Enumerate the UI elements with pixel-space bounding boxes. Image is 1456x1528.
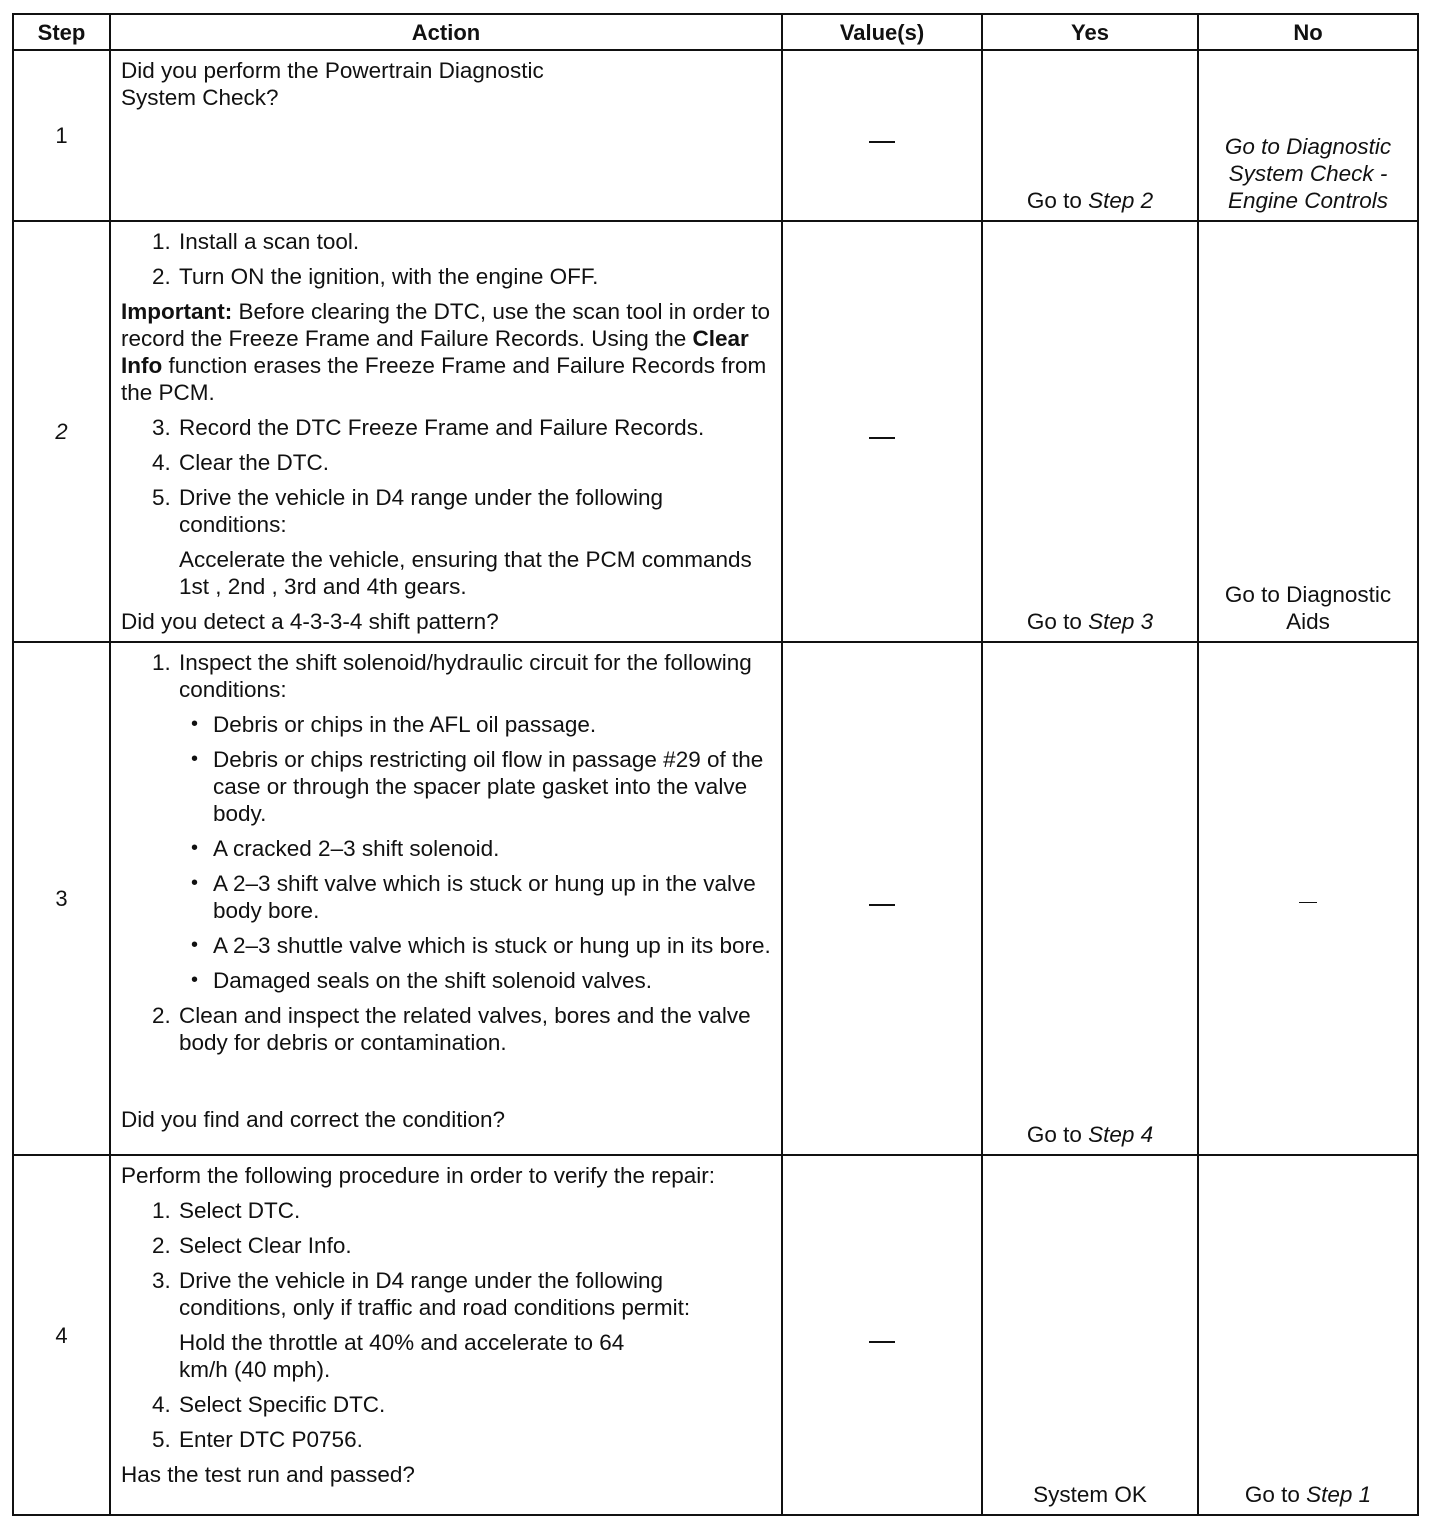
- no-link[interactable]: Go to Diagnostic System Check - Engine Controls: [1224, 134, 1392, 213]
- value-dash: [869, 437, 895, 439]
- bullet-item: • A 2–3 shift valve which is stuck or hung up in the valve body bore.: [213, 870, 775, 924]
- step-number: 2: [55, 419, 68, 444]
- action-steps: [121, 649, 775, 1056]
- header-values: Value(s): [782, 14, 982, 50]
- action-question: Did you detect a 4-3-3-4 shift pattern?: [121, 609, 499, 634]
- yes-cell: [982, 642, 1198, 1155]
- table-row-step-1: [13, 50, 1418, 221]
- list-item-text: Drive the vehicle in D4 range under the following conditions, only if traffic and road conditions permit:: [179, 1268, 691, 1320]
- yes-cell: [982, 1155, 1198, 1515]
- yes-prefix: Go to: [1026, 609, 1082, 634]
- value-dash: [869, 141, 895, 143]
- important-label: Important:: [121, 299, 233, 324]
- action-steps: [121, 228, 775, 290]
- value-cell: [782, 1155, 982, 1515]
- list-item: 2. Turn ON the ignition, with the engine OFF.: [177, 263, 775, 290]
- important-text-2: function erases the Freeze Frame and Failure Records from the PCM.: [121, 353, 767, 405]
- list-item: [177, 649, 775, 994]
- yes-prefix: Go to: [1026, 1122, 1082, 1147]
- step-number-cell: [13, 642, 110, 1155]
- action-steps: [121, 1197, 775, 1453]
- important-bold: Clear Info: [121, 326, 749, 378]
- table-row-step-2: [13, 221, 1418, 642]
- no-cell: [1198, 1155, 1418, 1515]
- table-row-step-3: [13, 642, 1418, 1155]
- value-cell: [782, 642, 982, 1155]
- yes-step-link[interactable]: Step 4: [1088, 1122, 1154, 1147]
- action-intro: Perform the following procedure in order to verify the repair:: [121, 1163, 716, 1188]
- yes-cell: [982, 221, 1198, 642]
- value-cell: [782, 221, 982, 642]
- action-question: Has the test run and passed?: [121, 1462, 415, 1487]
- important-text: Before clearing the DTC, use the scan tool in order to record the Freeze Frame and Failure Records. Using the: [121, 299, 771, 351]
- action-steps: [121, 414, 775, 600]
- list-item: 4. Select Specific DTC.: [177, 1391, 775, 1418]
- bullet-item: • Debris or chips restricting oil flow in passage #29 of the case or through the spacer plate gasket into the valve body.: [213, 746, 775, 827]
- step-number-cell: [13, 50, 110, 221]
- no-cell: [1198, 642, 1418, 1155]
- step-number-cell: [13, 1155, 110, 1515]
- list-item: 1. Select DTC.: [177, 1197, 775, 1224]
- value-dash: [869, 904, 895, 906]
- value-cell: [782, 50, 982, 221]
- yes-step-link[interactable]: Step 2: [1088, 188, 1154, 213]
- list-item-text: Drive the vehicle in D4 range under the following conditions:: [179, 485, 664, 537]
- bullet-item: • Damaged seals on the shift solenoid valves.: [213, 967, 775, 994]
- action-question: Did you find and correct the condition?: [121, 1107, 505, 1132]
- list-item: 2. Clean and inspect the related valves, bores and the valve body for debris or contamination.: [177, 1002, 775, 1056]
- no-link[interactable]: Go to Diagnostic Aids: [1224, 582, 1392, 634]
- header-no: No: [1198, 14, 1418, 50]
- table-row-step-4: [13, 1155, 1418, 1515]
- yes-result: System OK: [1033, 1482, 1147, 1507]
- diagnostic-table: [12, 13, 1419, 1516]
- list-item: 3. Record the DTC Freeze Frame and Failure Records.: [177, 414, 775, 441]
- no-prefix: Go to: [1244, 1482, 1300, 1507]
- value-dash: [869, 1341, 895, 1343]
- header-step: Step: [13, 14, 110, 50]
- yes-step-link[interactable]: Step 3: [1088, 609, 1154, 634]
- step-number: 3: [55, 886, 68, 911]
- list-item: 2. Select Clear Info.: [177, 1232, 775, 1259]
- step-number: 1: [55, 123, 68, 148]
- no-cell: [1198, 221, 1418, 642]
- list-item: 4. Clear the DTC.: [177, 449, 775, 476]
- bullet-item: • Debris or chips in the AFL oil passage.: [213, 711, 775, 738]
- list-item-subtext: Accelerate the vehicle, ensuring that the PCM commands 1st , 2nd , 3rd and 4th gears.: [179, 547, 752, 599]
- bullet-item: • A 2–3 shuttle valve which is stuck or hung up in its bore.: [213, 932, 775, 959]
- list-item-subtext: Hold the throttle at 40% and accelerate to 64 km/h (40 mph).: [179, 1330, 625, 1382]
- spacer: [121, 1064, 775, 1106]
- action-cell: [110, 221, 782, 642]
- yes-cell: [982, 50, 1198, 221]
- important-note: [121, 298, 775, 406]
- condition-bullets: [179, 711, 775, 994]
- yes-prefix: Go to: [1026, 188, 1082, 213]
- bullet-item: • A cracked 2–3 shift solenoid.: [213, 835, 775, 862]
- action-question: Did you perform the Powertrain Diagnostic System Check?: [121, 58, 544, 110]
- action-cell: [110, 642, 782, 1155]
- list-item: [177, 484, 775, 600]
- no-step-link[interactable]: Step 1: [1306, 1482, 1372, 1507]
- header-row: [13, 14, 1418, 50]
- header-yes: Yes: [982, 14, 1198, 50]
- action-cell: [110, 1155, 782, 1515]
- header-action: Action: [110, 14, 782, 50]
- action-cell: [110, 50, 782, 221]
- step-number-cell: [13, 221, 110, 642]
- list-item: [177, 1267, 775, 1383]
- no-cell: [1198, 50, 1418, 221]
- list-item-text: Inspect the shift solenoid/hydraulic circuit for the following conditions:: [179, 650, 752, 702]
- step-number: 4: [55, 1322, 68, 1348]
- no-dash: [1299, 902, 1317, 903]
- list-item: 5. Enter DTC P0756.: [177, 1426, 775, 1453]
- list-item: 1. Install a scan tool.: [177, 228, 775, 255]
